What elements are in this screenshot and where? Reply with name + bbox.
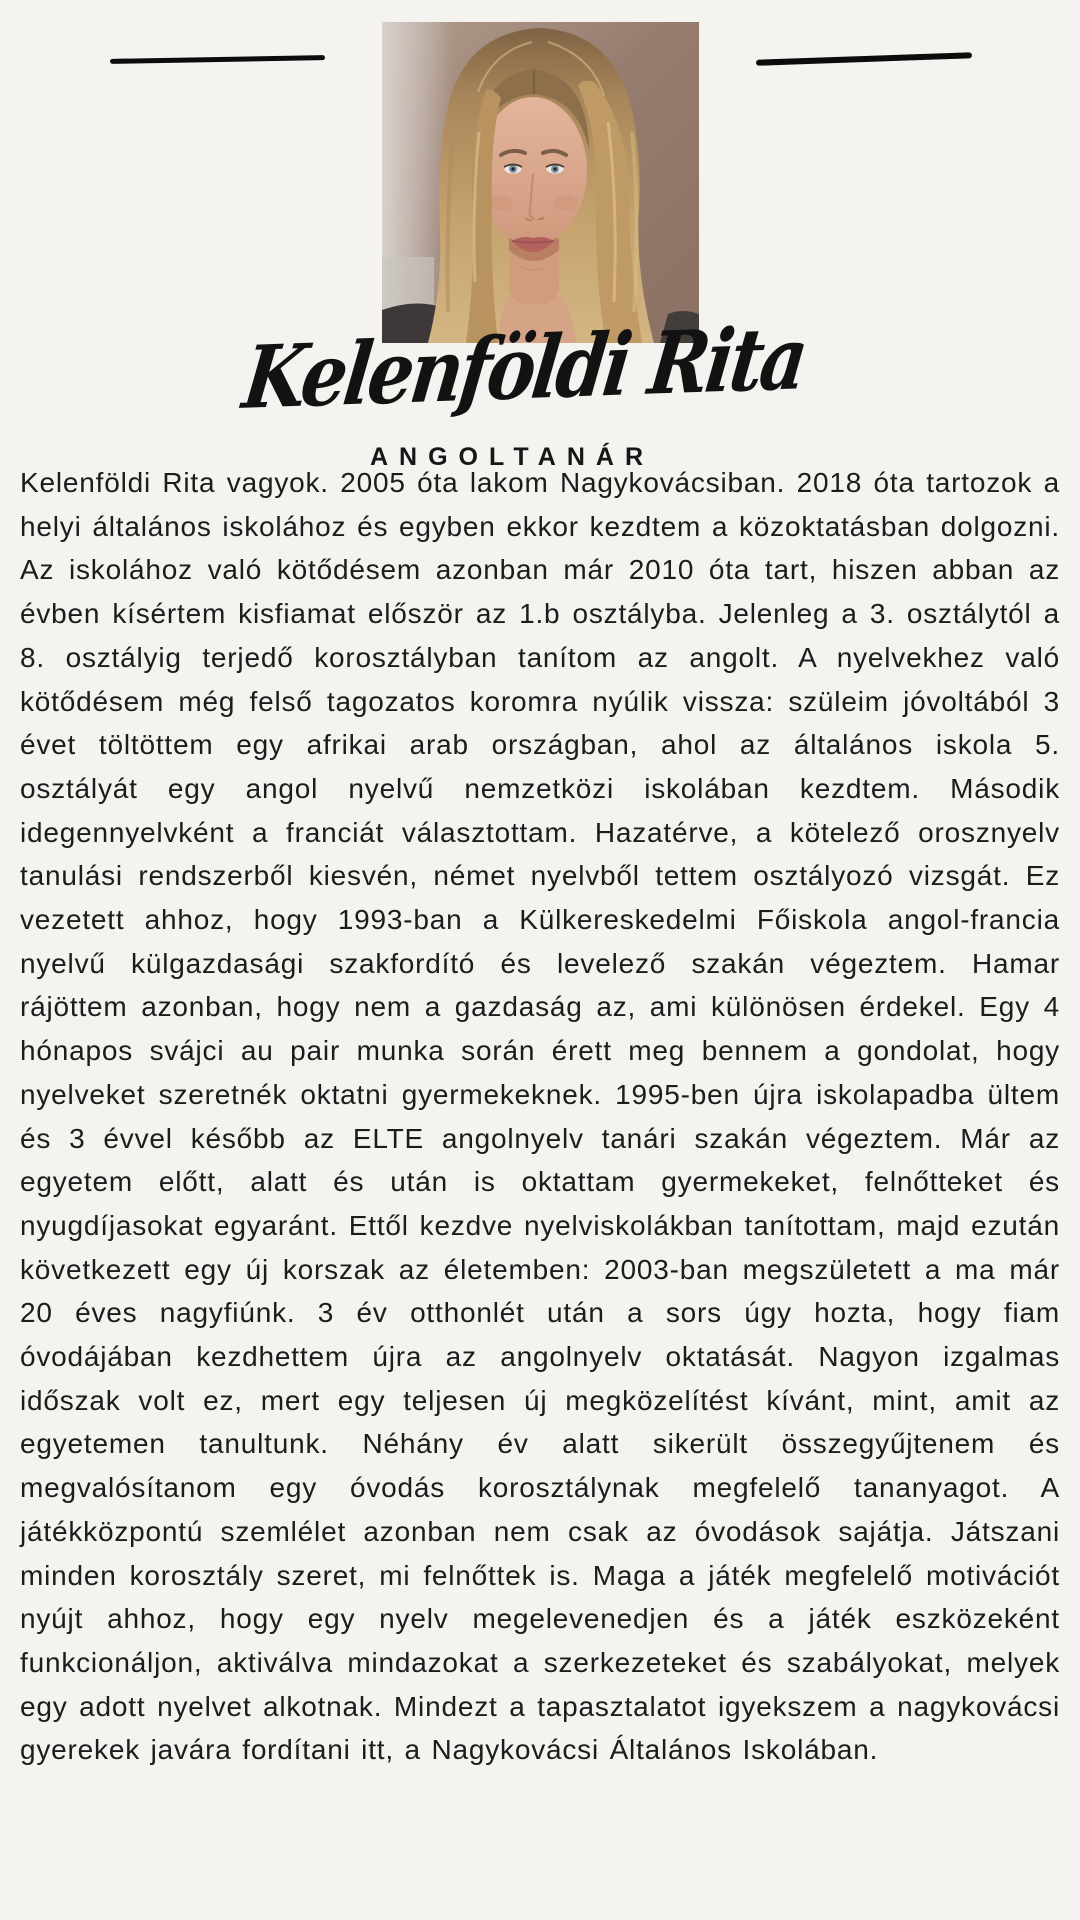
divider-line-left — [110, 55, 325, 64]
portrait-photo — [382, 22, 699, 343]
portrait-photo-illustration — [382, 22, 699, 343]
bio-paragraph: Kelenföldi Rita vagyok. 2005 óta lakom Nagykovácsiban. 2018 óta tartozok a helyi általános iskolához és egyben ekkor kezdtem a közoktatásban dolgozni. Az iskolához való kötődésem azonban már 2010 óta tart, hiszen abban az évben kísértem kisfiamat először az 1.b osztályba. Jelenleg a 3. osztálytól a 8. osztályig terjedő korosztályban tanítom az angolt. A nyelvekhez való kötődésem még felső tagozatos koromra nyúlik vissza: szüleim jóvoltából 3 évet töltöttem egy afrikai arab országban, ahol az általános iskola 5. osztályát egy angol nyelvű nemzetközi iskolában kezdtem. Második idegennyelvként a franciát választottam. Hazatérve, a kötelező orosznyelv tanulási rendszerből kiesvén, német nyelvből tettem osztályozó vizsgát. Ez vezetett ahhoz, hogy 1993-ban a Külkereskedelmi Főiskola angol-francia nyelvű külgazdasági szakfordító és levelező szakán végeztem. Hamar rájöttem azonban, hogy nem a gazdaság az, ami különösen érdekel. Egy 4 hónapos svájci au pair munka során érett meg bennem a gondolat, hogy nyelveket szeretnék oktatni gyermekeknek. 1995-ben újra iskolapadba ültem és 3 évvel később az ELTE angolnyelv tanári szakán végeztem. Már az egyetem előtt, alatt és után is oktattam gyermekeket, felnőtteket és nyugdíjasokat egyaránt. Ettől kezdve nyelviskolákban tanítottam, majd ezután következett egy új korszak az életemben: 2003-ban megszületett a ma már 20 éves nagyfiúnk. 3 év otthonlét után a sors úgy hozta, hogy fiam óvodájában kezdhettem újra az angolnyelv oktatását. Nagyon izgalmas időszak volt ez, mert egy teljesen új megközelítést kívánt, mint, amit az egyetemen tanultunk. Néhány év alatt sikerült összegyűjtenem és megvalósítanom egy óvodás korosztálynak megfelelő tananyagot. A játékközpontú szemlélet azonban nem csak az óvodások sajátja. Játszani minden korosztály szeret, mi felnőttek is. Maga a játék megfelelő motivációt nyújt ahhoz, hogy egy nyelv megelevenedjen és a játék eszközeként funkcionáljon, aktiválva mindazokat a szerkezeteket és szabályokat, melyek egy adott nyelvet alkotnak. Mindezt a tapasztalatot igyekszem a nagykovácsi gyerekek javára fordítani itt, a Nagykovácsi Általános Iskolában. — [20, 467, 1060, 1766]
signature-name: Kelenföldi Rita — [237, 307, 811, 430]
divider-line-right — [756, 52, 972, 66]
role-label: ANGOLTANÁR — [369, 443, 655, 471]
